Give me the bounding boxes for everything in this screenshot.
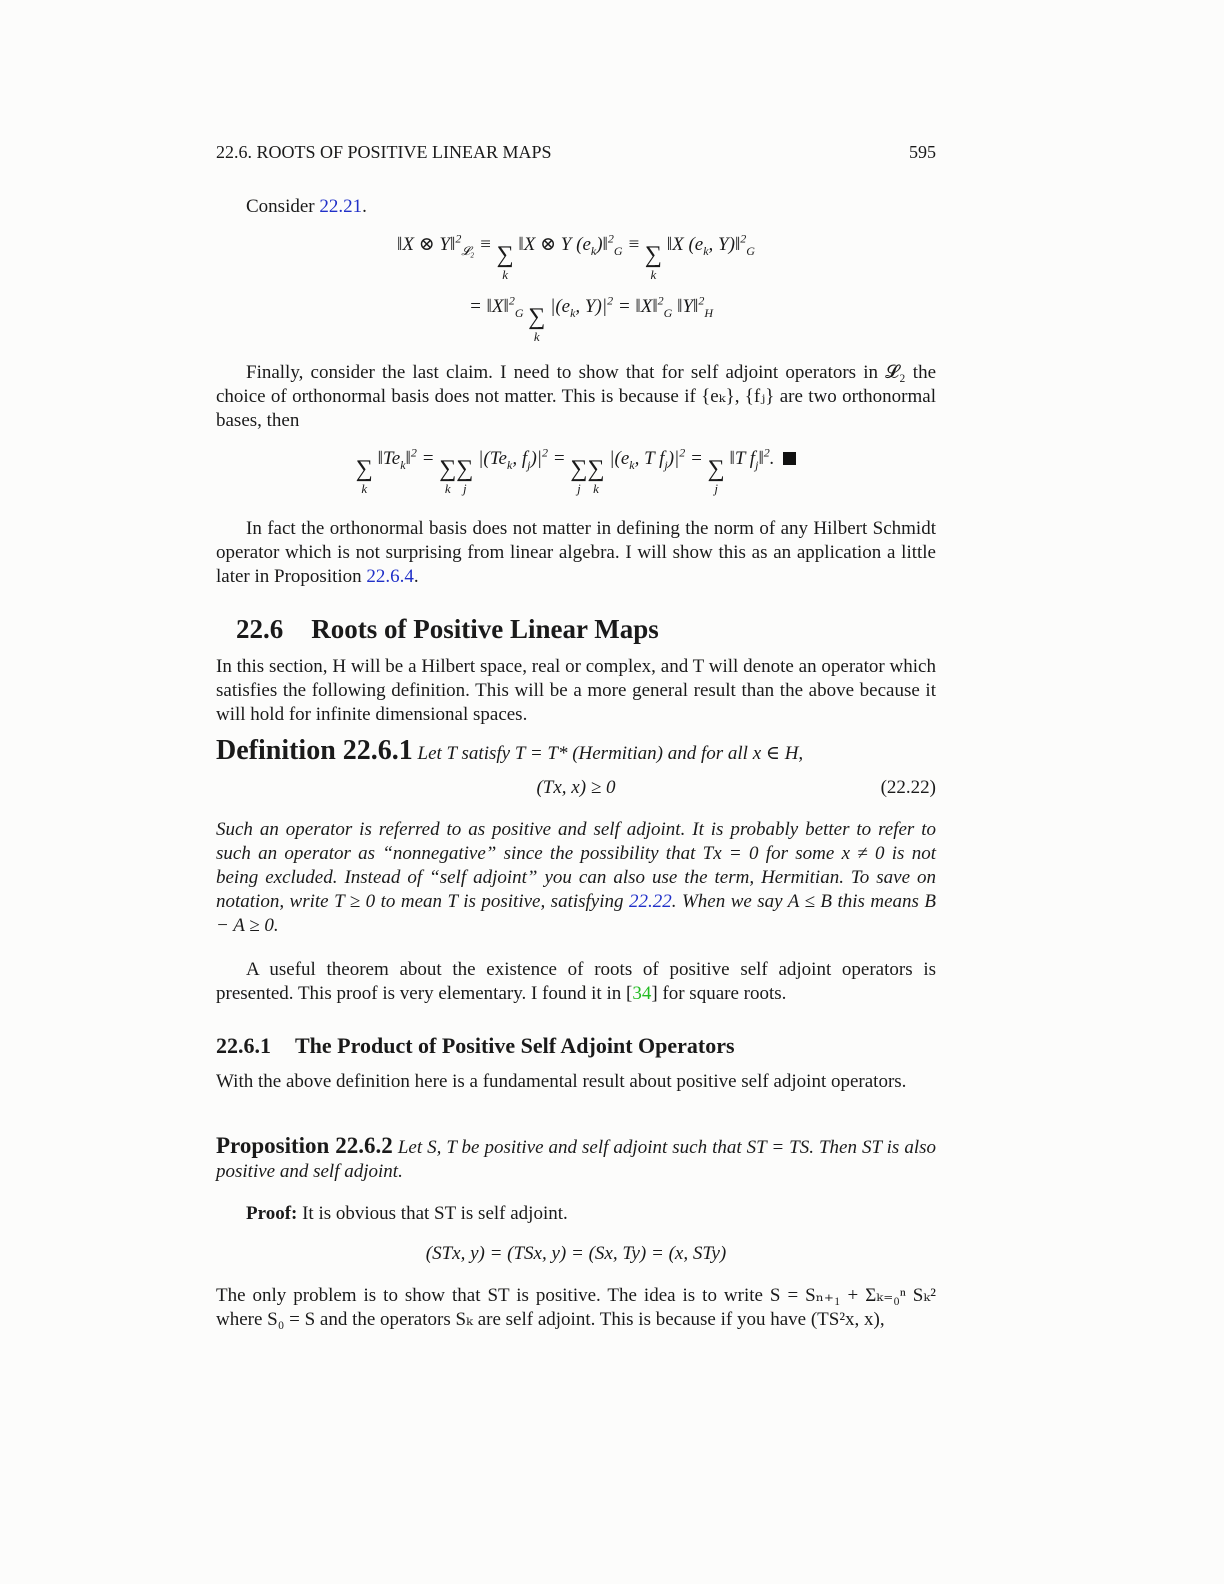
qed-square-icon: [783, 452, 796, 465]
hs-text: In fact the orthonormal basis does not matter in defining the norm of any Hilbert Schmidt operator which is not surprising from linear algebra. I will show this as an application a little later in Proposition: [216, 518, 936, 587]
header-title: 22.6. ROOTS OF POSITIVE LINEAR MAPS: [216, 142, 552, 162]
consider-text: Consider: [246, 196, 320, 217]
definition-equation: (Tx, x) ≥ 0: [536, 777, 616, 798]
equation-basis-independence: ∑ k $‖Te_k‖^2$ = ∑ k ∑ j $|(Te_k$, $f_j)|^2$ = ∑ j ∑ k $|(e_k$, T $f_j)|^2$ = ∑ j ‖T $f_j‖^2$.: [216, 447, 936, 495]
equation-number: (22.22): [880, 777, 936, 798]
definition-body: [216, 818, 936, 938]
subsection-title: The Product of Positive Self Adjoint Operators: [295, 1033, 735, 1058]
proposition-label: Proposition 22.6.2: [216, 1133, 393, 1158]
paragraph-decomposition: The only problem is to show that ST is positive. The idea is to write S = Sₙ₊₁ + Σₖ₌₀ⁿ Sₖ² where S₀ = S and the operators Sₖ are self adjoint. This is because if you have (TS²x, x),: [216, 1285, 936, 1330]
subsection-number: 22.6.1: [216, 1033, 271, 1058]
section-heading: [236, 614, 936, 644]
hs-period: .: [413, 566, 419, 587]
paragraph-last-claim: Finally, consider the last claim. I need to show that for self adjoint operators in 𝓛₂ the choice of orthonormal basis does not matter. This is because if {eₖ}, {fⱼ} are two orthonormal bases, then: [216, 362, 936, 431]
proof-label: Proof:: [246, 1203, 298, 1224]
section-title: Roots of Positive Linear Maps: [311, 614, 659, 644]
proof-text: It is obvious that ST is self adjoint.: [302, 1203, 568, 1224]
paragraph-consider: [216, 195, 936, 219]
proposition-block: [216, 1134, 936, 1184]
paragraph-section-intro: In this section, H will be a Hilbert space, real or complex, and T will denote an operator which satisfies the following definition. This will be a more general result than the above because it will hold for infinite dimensional spaces.: [216, 656, 936, 725]
equation-ref-22-21[interactable]: 22.21: [319, 196, 363, 217]
page: [216, 140, 936, 1332]
page-number: 595: [909, 142, 936, 162]
paragraph-fundamental-result: With the above definition here is a fundamental result about positive self adjoint operators.: [216, 1071, 907, 1092]
subsection-heading: [216, 1034, 936, 1058]
equation-hs-norm-line2: = ‖X‖$^2_G$ ∑ k $|(e_k$, $Y)|^2$ = ‖X‖$^2_G$ ‖Y‖$^2_H$: [468, 293, 714, 344]
definition-body-end: . When we say A ≤ B this means B − A ≥ 0.: [216, 891, 936, 936]
section-number: 22.6: [236, 614, 284, 644]
definition-intro: Let T satisfy T = T* (Hermitian) and for all x ∈ H,: [417, 743, 804, 764]
equation-self-adjoint: (STx, y) = (TSx, y) = (Sx, Ty) = (x, STy): [425, 1243, 727, 1264]
definition-block: [216, 735, 936, 766]
equation-positive: [216, 776, 936, 800]
equation-hs-norm-line1: ‖X ⊗ Y‖$^2_{𝓛_2}$ ≡ ∑ k ‖X ⊗ Y $(e_k)‖^2_G$ ≡ ∑ k ‖X ($e_k$, Y)‖$^2_G$: [397, 231, 755, 282]
paragraph-hilbert-schmidt: [216, 517, 936, 589]
paragraph-roots-theorem: [216, 958, 936, 1006]
proof-intro: [216, 1202, 936, 1226]
citation-34[interactable]: 34: [632, 983, 652, 1004]
definition-label: Definition 22.6.1: [216, 735, 413, 766]
definition-body-text: Such an operator is referred to as positive and self adjoint. It is probably better to refer to such an operator as “nonnegative” since the possibility that Tx = 0 for some x ≠ 0 is not being excluded. Instead of “self adjoint” you can also use the term, Hermitian. To save on notation, write T ≥ 0 to mean T is positive, satisfying: [216, 819, 936, 912]
running-header: [216, 140, 936, 164]
proposition-ref-22-6-4[interactable]: 22.6.4: [366, 566, 414, 587]
consider-period: .: [362, 196, 367, 217]
roots-end: ] for square roots.: [651, 983, 787, 1004]
proposition-text: Let S, T be positive and self adjoint such that ST = TS. Then ST is also positive and self adjoint.: [216, 1137, 936, 1182]
roots-text: A useful theorem about the existence of roots of positive self adjoint operators is presented. This proof is very elementary. I found it in [: [216, 959, 936, 1004]
equation-ref-22-22[interactable]: 22.22: [629, 891, 672, 912]
